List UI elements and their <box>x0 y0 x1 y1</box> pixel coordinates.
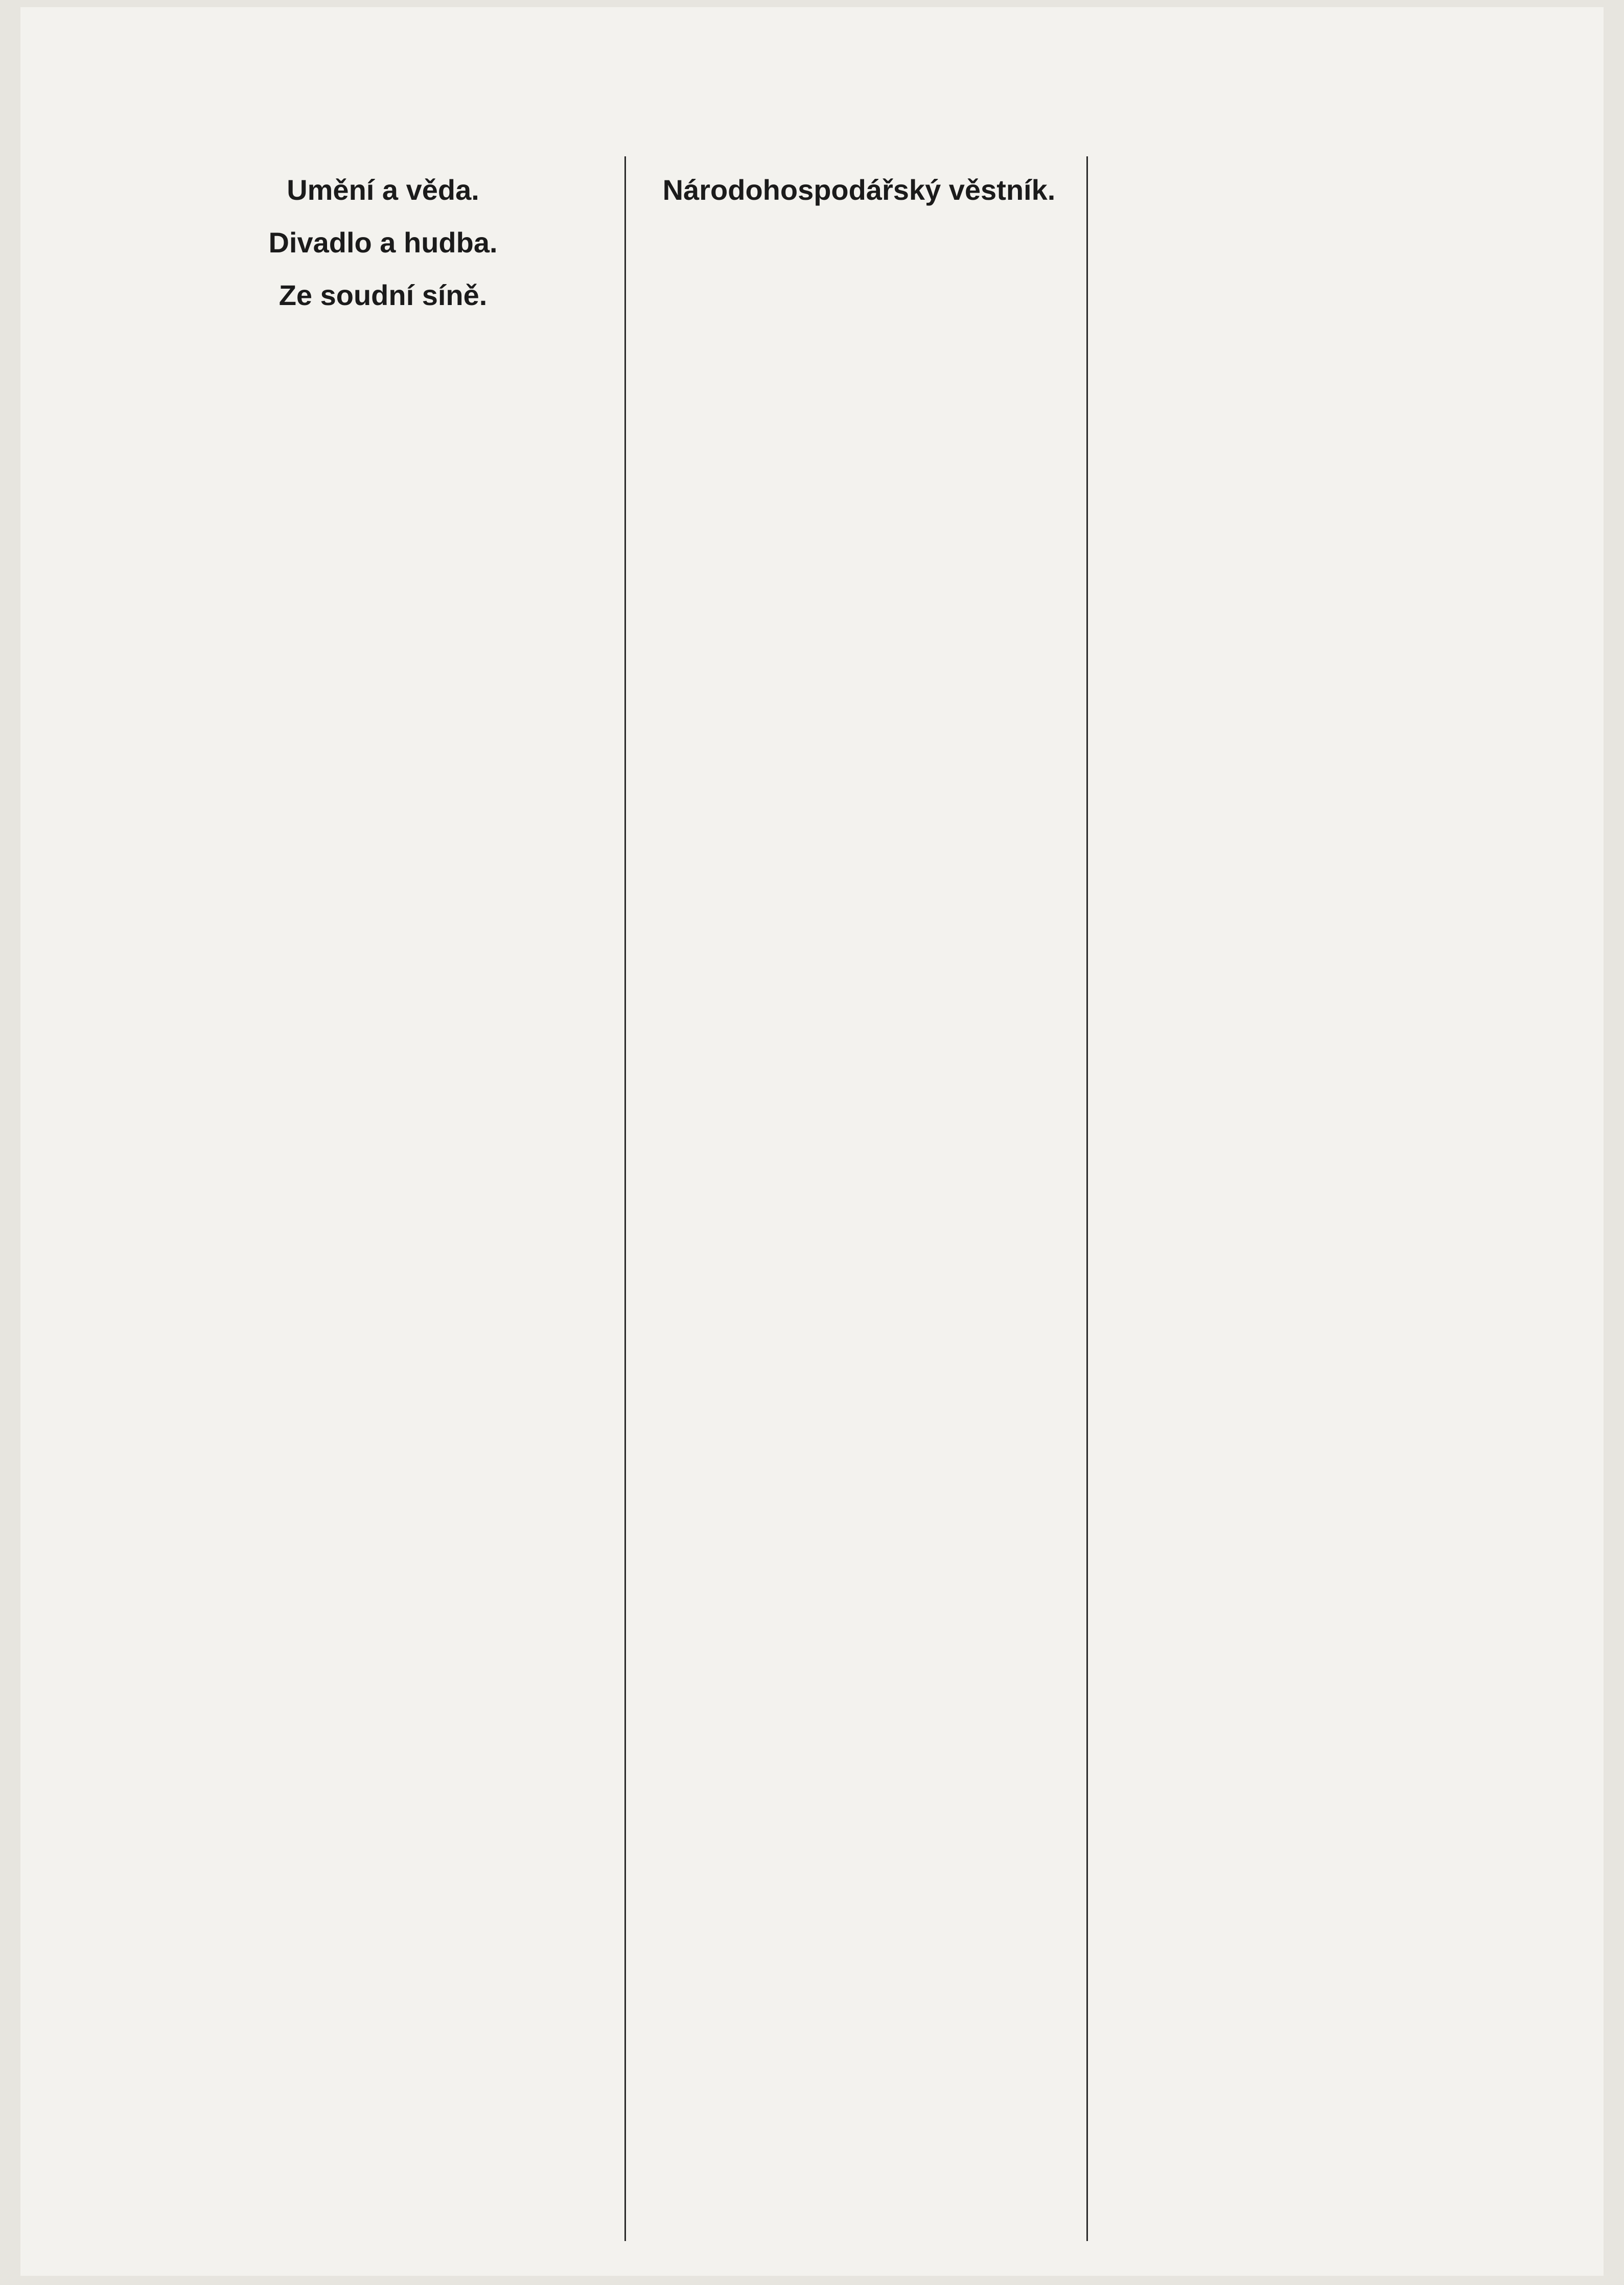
column-middle <box>640 156 1078 2239</box>
column-left <box>154 156 612 2239</box>
section-heading: Divadlo a hudba. <box>268 226 498 259</box>
column-divider <box>1086 156 1088 2241</box>
column-divider <box>624 156 626 2241</box>
section-heading: Národohospodářský věstník. <box>662 174 1056 206</box>
section-heading: Ze soudní síně. <box>279 278 488 311</box>
newspaper-page <box>20 7 1604 2276</box>
column-right <box>1327 156 1624 2239</box>
section-heading: Umění a věda. <box>287 174 479 206</box>
